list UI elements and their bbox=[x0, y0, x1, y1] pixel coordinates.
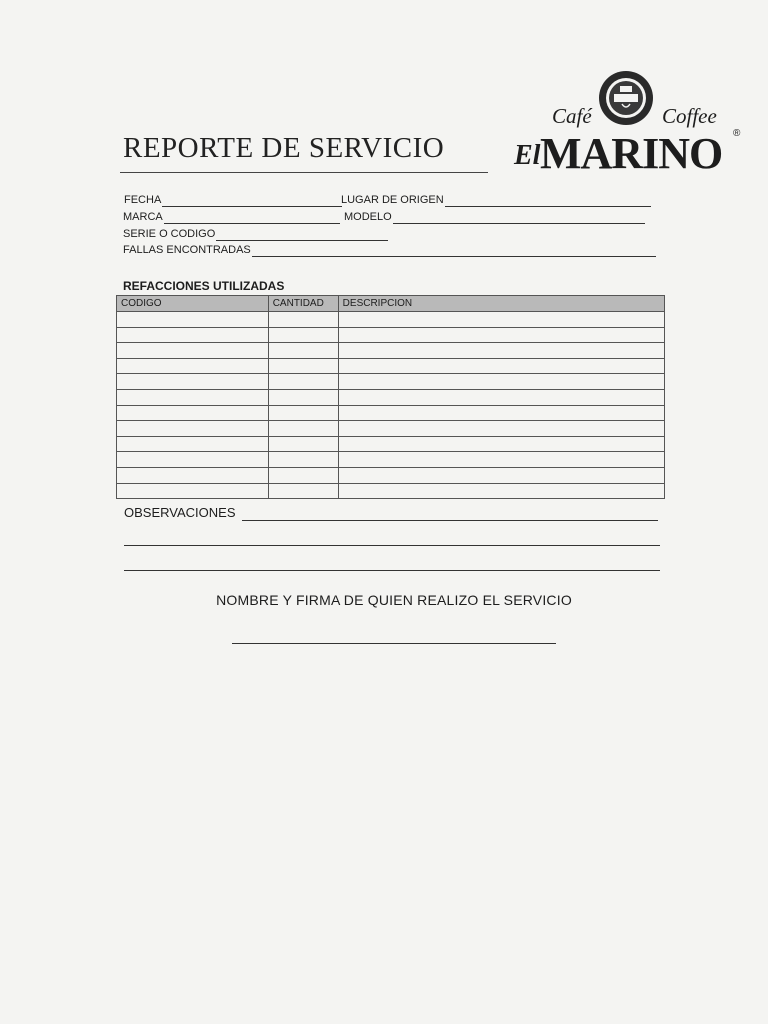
cantidad-cell[interactable] bbox=[268, 312, 338, 328]
signature-line[interactable] bbox=[232, 643, 556, 644]
codigo-cell[interactable] bbox=[117, 483, 269, 499]
descripcion-cell[interactable] bbox=[338, 343, 664, 359]
table-row bbox=[117, 358, 665, 374]
logo-coffee-text: Coffee bbox=[662, 104, 717, 128]
title-underline bbox=[120, 172, 488, 173]
cantidad-cell[interactable] bbox=[268, 327, 338, 343]
el-marino-logo bbox=[512, 70, 752, 182]
fecha-field[interactable] bbox=[124, 194, 342, 207]
marca-line[interactable] bbox=[164, 213, 340, 224]
descripcion-cell[interactable] bbox=[338, 374, 664, 390]
table-row bbox=[117, 421, 665, 437]
codigo-cell[interactable] bbox=[117, 452, 269, 468]
table-row bbox=[117, 436, 665, 452]
table-row bbox=[117, 327, 665, 343]
table-row bbox=[117, 374, 665, 390]
cantidad-cell[interactable] bbox=[268, 343, 338, 359]
codigo-cell[interactable] bbox=[117, 327, 269, 343]
observaciones-line-2[interactable] bbox=[124, 545, 660, 546]
descripcion-cell[interactable] bbox=[338, 312, 664, 328]
observaciones-line-1[interactable] bbox=[242, 520, 658, 521]
refacciones-label: REFACCIONES UTILIZADAS bbox=[123, 279, 285, 293]
codigo-cell[interactable] bbox=[117, 389, 269, 405]
table-row bbox=[117, 467, 665, 483]
cantidad-cell[interactable] bbox=[268, 358, 338, 374]
firma-label: NOMBRE Y FIRMA DE QUIEN REALIZO EL SERVICIO bbox=[216, 592, 572, 608]
fallas-field[interactable] bbox=[123, 244, 656, 257]
cantidad-cell[interactable] bbox=[268, 374, 338, 390]
observaciones-line-3[interactable] bbox=[124, 570, 660, 571]
table-row bbox=[117, 452, 665, 468]
lugar-origen-line[interactable] bbox=[445, 196, 651, 207]
cantidad-cell[interactable] bbox=[268, 452, 338, 468]
logo-cafe-text: Café bbox=[552, 104, 592, 128]
descripcion-cell[interactable] bbox=[338, 327, 664, 343]
cantidad-cell[interactable] bbox=[268, 389, 338, 405]
descripcion-cell[interactable] bbox=[338, 358, 664, 374]
table-row bbox=[117, 389, 665, 405]
report-title: REPORTE DE SERVICIO bbox=[123, 132, 445, 164]
logo-marino-text: MARINO bbox=[540, 129, 723, 178]
table-row bbox=[117, 405, 665, 421]
modelo-label: MODELO bbox=[344, 211, 392, 223]
descripcion-cell[interactable] bbox=[338, 452, 664, 468]
cantidad-cell[interactable] bbox=[268, 421, 338, 437]
lugar-origen-label: LUGAR DE ORIGEN bbox=[341, 194, 444, 206]
descripcion-cell[interactable] bbox=[338, 421, 664, 437]
serie-codigo-label: SERIE O CODIGO bbox=[123, 228, 216, 240]
column-header-descripcion: DESCRIPCION bbox=[338, 296, 664, 312]
column-header-cantidad: CANTIDAD bbox=[268, 296, 338, 312]
table-row bbox=[117, 483, 665, 499]
fecha-line[interactable] bbox=[162, 196, 342, 207]
modelo-field[interactable] bbox=[344, 211, 645, 224]
cantidad-cell[interactable] bbox=[268, 405, 338, 421]
codigo-cell[interactable] bbox=[117, 405, 269, 421]
observaciones-label: OBSERVACIONES bbox=[124, 505, 236, 520]
codigo-cell[interactable] bbox=[117, 421, 269, 437]
marca-label: MARCA bbox=[123, 211, 163, 223]
serie-codigo-line[interactable] bbox=[216, 230, 388, 241]
codigo-cell[interactable] bbox=[117, 467, 269, 483]
lugar-origen-field[interactable] bbox=[341, 194, 651, 207]
table-header-row bbox=[117, 296, 665, 312]
descripcion-cell[interactable] bbox=[338, 483, 664, 499]
fecha-label: FECHA bbox=[124, 194, 162, 206]
column-header-codigo: CODIGO bbox=[117, 296, 269, 312]
codigo-cell[interactable] bbox=[117, 312, 269, 328]
cantidad-cell[interactable] bbox=[268, 467, 338, 483]
refacciones-table bbox=[116, 295, 665, 499]
modelo-line[interactable] bbox=[393, 213, 645, 224]
cantidad-cell[interactable] bbox=[268, 436, 338, 452]
fallas-line[interactable] bbox=[252, 246, 656, 257]
fallas-label: FALLAS ENCONTRADAS bbox=[123, 244, 251, 256]
serie-codigo-field[interactable] bbox=[123, 228, 388, 241]
descripcion-cell[interactable] bbox=[338, 436, 664, 452]
registered-mark: ® bbox=[733, 128, 741, 139]
table-row bbox=[117, 343, 665, 359]
logo-el-text: El bbox=[514, 140, 541, 171]
marca-field[interactable] bbox=[123, 211, 340, 224]
cantidad-cell[interactable] bbox=[268, 483, 338, 499]
codigo-cell[interactable] bbox=[117, 436, 269, 452]
codigo-cell[interactable] bbox=[117, 343, 269, 359]
descripcion-cell[interactable] bbox=[338, 405, 664, 421]
table-row bbox=[117, 312, 665, 328]
coffee-seal-icon bbox=[598, 70, 654, 126]
descripcion-cell[interactable] bbox=[338, 467, 664, 483]
descripcion-cell[interactable] bbox=[338, 389, 664, 405]
codigo-cell[interactable] bbox=[117, 358, 269, 374]
codigo-cell[interactable] bbox=[117, 374, 269, 390]
